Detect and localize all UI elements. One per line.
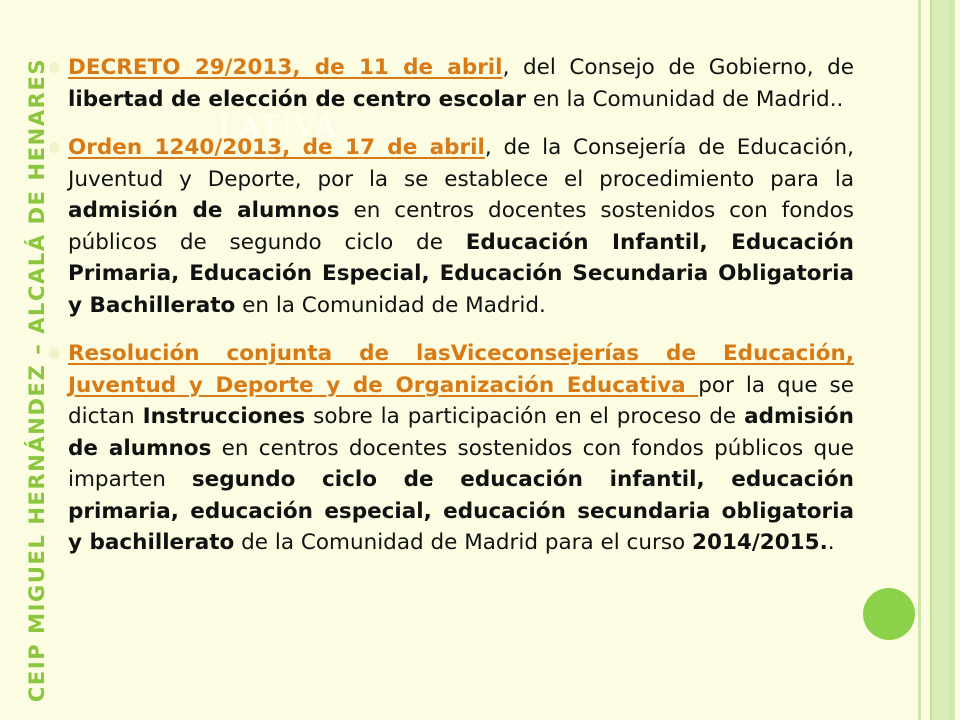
document-link[interactable]: Orden 1240/2013, de 17 de abril: [68, 135, 485, 160]
faded-title: LATIVA: [218, 110, 338, 145]
text-run: en la Comunidad de Madrid.: [235, 292, 546, 318]
list-item-resolucion: [68, 338, 854, 559]
bullet-icon: [49, 348, 60, 359]
decorative-line: [918, 0, 921, 720]
text-run: en centros docentes sostenidos con fondos públicos de segundo ciclo de: [68, 198, 854, 255]
decorative-line: [951, 0, 955, 720]
text-run: en la Comunidad de Madrid..: [526, 86, 844, 112]
text-run: , de la Consejería de Educación, Juventud y Deporte, por la se establece el procedimiento para la: [68, 135, 854, 192]
bold-text: 2014/2015.: [692, 530, 828, 555]
text-run: de la Comunidad de Madrid para el curso: [234, 530, 693, 555]
text-run: , del Consejo de Gobierno, de: [502, 55, 854, 80]
text-run: por la que se dictan: [68, 372, 854, 429]
decorative-band: [930, 0, 952, 720]
text-run: .: [827, 530, 835, 555]
left-sidebar: [0, 0, 58, 720]
paragraph-text: [68, 135, 854, 318]
paragraph-text: [68, 341, 854, 555]
bold-text: admisión de alumnos: [68, 404, 854, 461]
bold-text: Educación Infantil, Educación Primaria, Educación Especial, Educación Secundaria Obligatoria y Bachillerato: [68, 229, 854, 318]
content-list: [68, 52, 854, 576]
document-link[interactable]: DECRETO 29/2013, de 11 de abril: [68, 55, 503, 80]
bullet-icon: [49, 62, 60, 73]
text-run: sobre la participación en el proceso de: [305, 404, 745, 429]
decorative-circle: [863, 588, 915, 640]
text-run: en centros docentes sostenidos con fondos públicos que imparten: [68, 435, 854, 492]
list-item-decreto: [68, 52, 854, 115]
bold-text: segundo ciclo de educación infantil, educación primaria, educación especial, educación secundaria obligatoria y bachillerato: [68, 467, 854, 555]
list-item-orden: [68, 132, 854, 321]
bullet-icon: [49, 142, 60, 153]
bold-text: libertad de elección de centro escolar: [68, 86, 526, 112]
bold-text: admisión de alumnos: [68, 198, 340, 223]
bold-text: Instrucciones: [142, 404, 306, 429]
document-link[interactable]: Resolución conjunta de lasViceconsejerías de Educación, Juventud y Deporte y de Organización Educativa: [68, 341, 854, 398]
paragraph-text: [68, 55, 854, 112]
school-name-vertical: CEIP MIGUEL HERNÁNDEZ – ALCALÁ DE HENARES: [25, 57, 49, 703]
